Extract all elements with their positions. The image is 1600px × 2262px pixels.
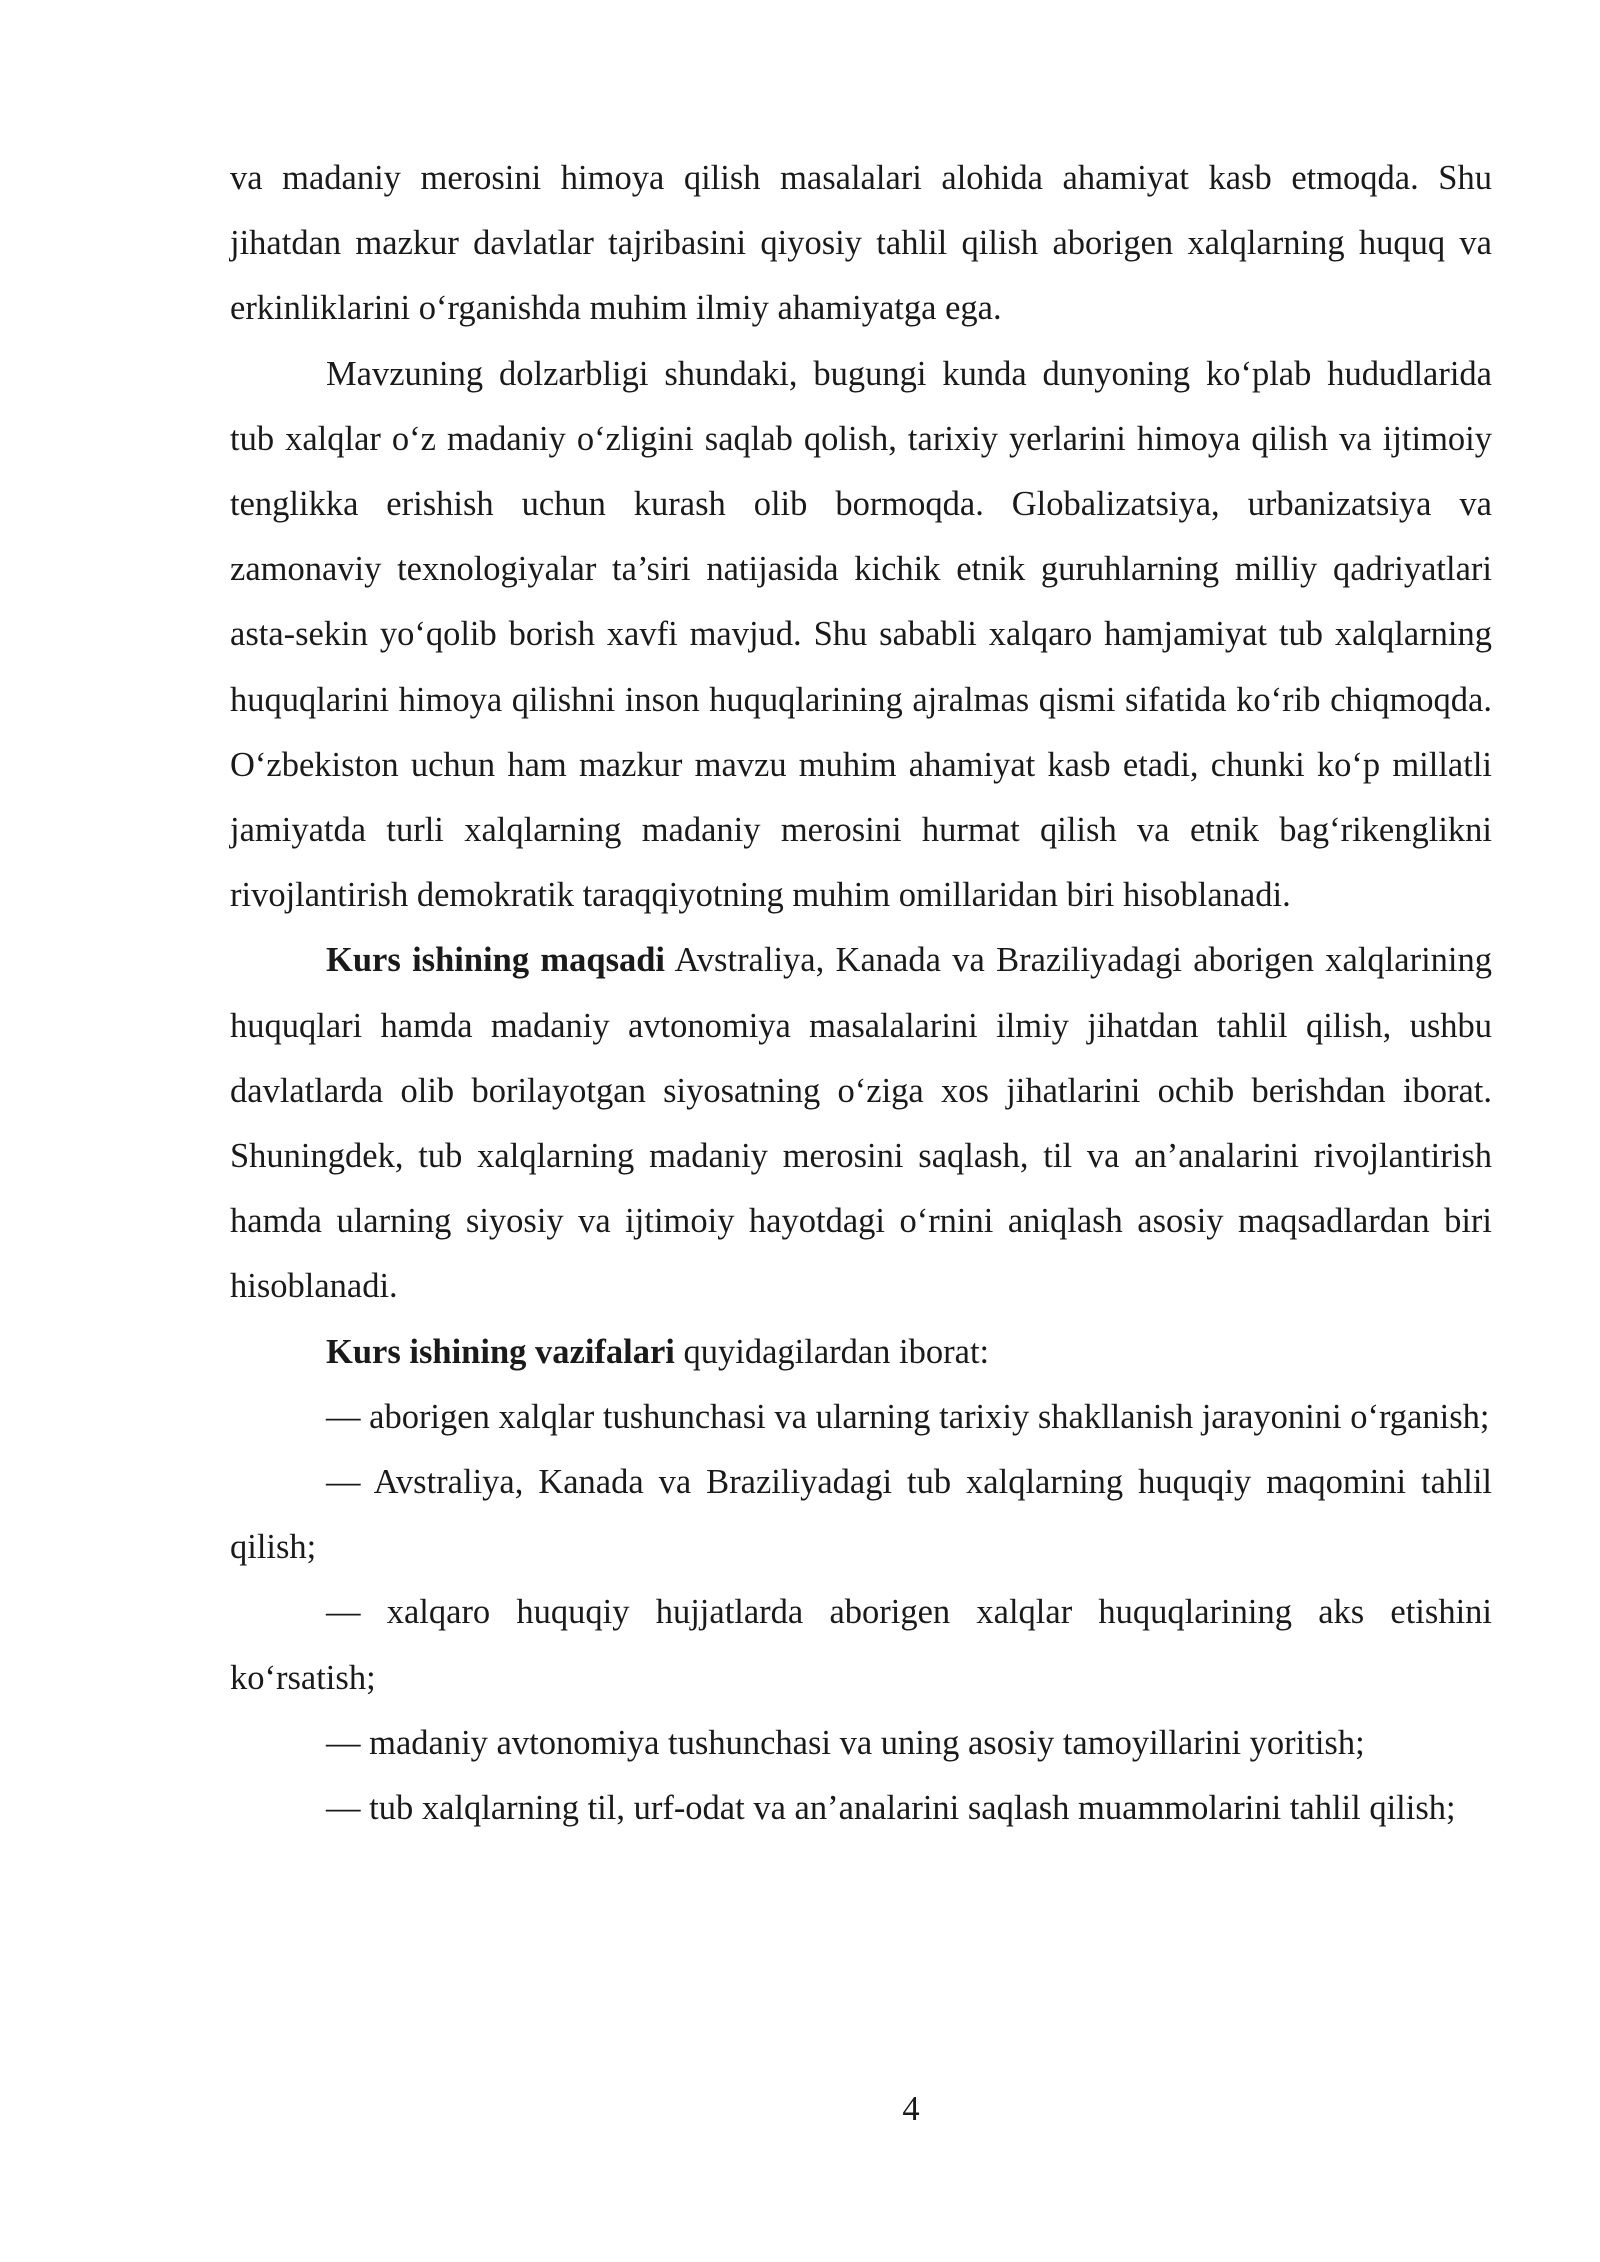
list-item: — Avstraliya, Kanada va Braziliyadagi tub xalqlarning huquqiy maqomini tahlil qilish;	[230, 1463, 1492, 1567]
list-item: — madaniy avtonomiya tushunchasi va uning asosiy tamoyillarini yoritish;	[326, 1723, 1365, 1762]
goal-text: Avstraliya, Kanada va Braziliyadagi aborigen xalqlarining huquqlari hamda madaniy avtonomiya masalalarini ilmiy jihatdan tahlil qilish, ushbu davlatlarda olib borilayotgan siyosatning o‘ziga xos jihatlarini ochib berishdan iborat. Shuningdek, tub xalqlarning madaniy merosini saqlash, til va an’analarini rivojlantirish hamda ularning siyosiy va ijtimoiy hayotdagi o‘rnini aniqlash asosiy maqsadlardan biri hisoblanadi.	[230, 941, 1492, 1306]
tasks-heading: Kurs ishining vazifalari	[326, 1332, 675, 1371]
paragraph-tasks-intro	[230, 1320, 1492, 1385]
paragraph-intro-continuation: va madaniy merosini himoya qilish masalalari alohida ahamiyat kasb etmoqda. Shu jihatdan mazkur davlatlar tajribasini qiyosiy tahlil qilish aborigen xalqlarning huquq va erkinliklarini o‘rganishda muhim ilmiy ahamiyatga ega.	[230, 159, 1492, 328]
page-body	[230, 146, 1492, 1841]
list-item: — xalqaro huquqiy hujjatlarda aborigen xalqlar huquqlarining aks etishini ko‘rsatish;	[230, 1593, 1492, 1697]
tasks-intro-text: quyidagilardan iborat:	[674, 1332, 990, 1371]
list-item: — aborigen xalqlar tushunchasi va ularning tarixiy shakllanish jarayonini o‘rganish;	[326, 1397, 1490, 1436]
page-number: 4	[902, 2090, 920, 2128]
goal-heading: Kurs ishining maqsadi	[326, 941, 666, 980]
paragraph-relevance: Mavzuning dolzarbligi shundaki, bugungi kunda dunyoning ko‘plab hududlarida tub xalqlar o‘z madaniy o‘zligini saqlab qolish, tarixiy yerlarini himoya qilish va ijtimoiy tenglikka erishish uchun kurash olib bormoqda. Globalizatsiya, urbanizatsiya va zamonaviy texnologiyalar ta’siri natijasida kichik etnik guruhlarning milliy qadriyatlari asta-sekin yo‘qolib borish xavfi mavjud. Shu sababli xalqaro hamjamiyat tub xalqlarning huquqlarini himoya qilishni inson huquqlarining ajralmas qismi sifatida ko‘rib chiqmoqda. O‘zbekiston uchun ham mazkur mavzu muhim ahamiyat kasb etadi, chunki ko‘p millatli jamiyatda turli xalqlarning madaniy merosini hurmat qilish va etnik bag‘rikenglikni rivojlantirish demokratik taraqqiyotning muhim omillaridan biri hisoblanadi.	[230, 354, 1492, 915]
list-item: — tub xalqlarning til, urf-odat va an’analarini saqlash muammolarini tahlil qilish;	[326, 1789, 1456, 1828]
paragraph-goal	[230, 928, 1492, 1319]
